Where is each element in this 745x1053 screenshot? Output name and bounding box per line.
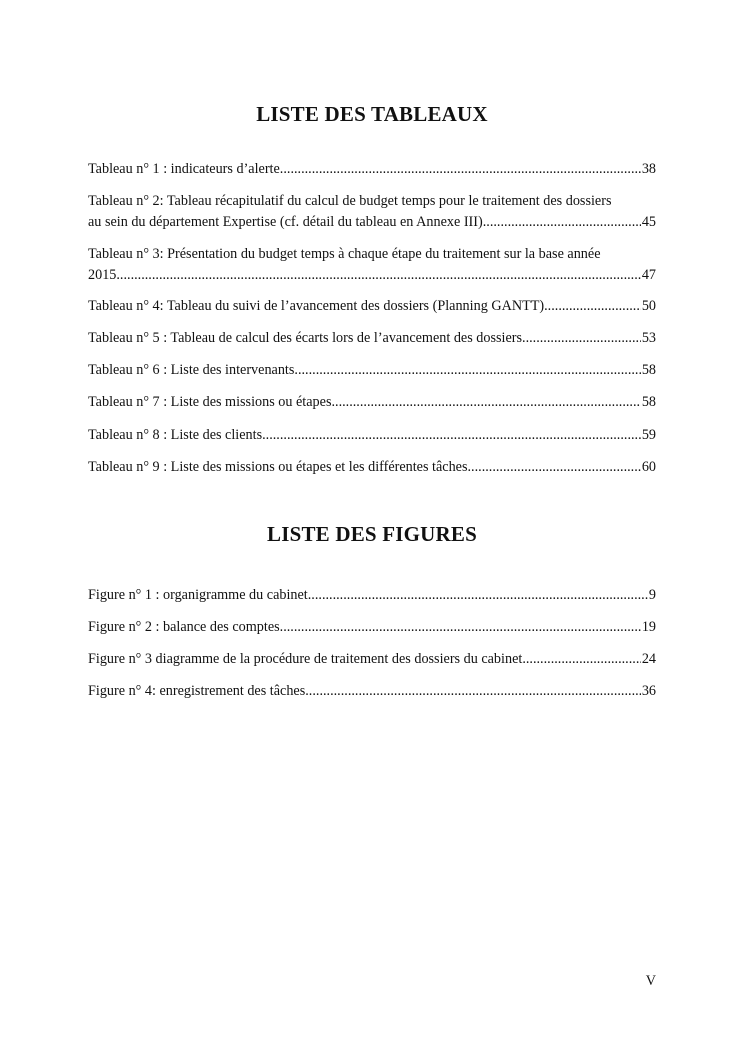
toc-entry-label: 2015: [88, 267, 117, 283]
page-number: V: [645, 973, 656, 989]
figures-list-heading: LISTE DES FIGURES: [267, 522, 477, 546]
toc-entry-page: 38: [641, 161, 656, 177]
dot-leader: [522, 329, 641, 348]
toc-entry-label: Tableau n° 4: Tableau du suivi de l’avancement des dossiers (Planning GANTT): [88, 298, 545, 314]
toc-entry-tableau-2[interactable]: [88, 192, 656, 232]
toc-entry-label: Figure n° 1 : organigramme du cabinet: [88, 587, 308, 603]
toc-entry-page: 24: [641, 651, 656, 667]
dot-leader: [280, 618, 641, 637]
dot-leader: [294, 361, 640, 380]
dot-leader: [522, 650, 641, 669]
toc-entry-label: Tableau n° 9 : Liste des missions ou étapes et les différentes tâches: [88, 459, 468, 475]
toc-entry-page: 59: [641, 427, 656, 443]
toc-entry-page: 60: [641, 459, 656, 475]
toc-entry-page: 9: [648, 587, 656, 603]
toc-entry-page: 45: [641, 214, 656, 230]
toc-entry-page: 36: [641, 683, 656, 699]
toc-entry-label-line1: Tableau n° 2: Tableau récapitulatif du calcul de budget temps pour le traitement des dossiers: [88, 193, 612, 209]
toc-entry-label: Tableau n° 5 : Tableau de calcul des écarts lors de l’avancement des dossiers: [88, 330, 523, 346]
dot-leader: [305, 682, 641, 701]
tables-list-heading: LISTE DES TABLEAUX: [256, 102, 488, 126]
dot-leader: [544, 297, 641, 316]
toc-entry-figure-1[interactable]: [88, 586, 656, 605]
toc-entry-page: 53: [641, 330, 656, 346]
toc-entry-page: 50: [641, 298, 656, 314]
toc-entry-label: Figure n° 3 diagramme de la procédure de traitement des dossiers du cabinet: [88, 651, 523, 667]
toc-entry-label: au sein du département Expertise (cf. détail du tableau en Annexe III): [88, 214, 483, 230]
toc-entry-label-line1: Tableau n° 3: Présentation du budget temps à chaque étape du traitement sur la base année: [88, 246, 601, 262]
toc-entry-label: Tableau n° 6 : Liste des intervenants: [88, 362, 295, 378]
dot-leader: [116, 266, 640, 285]
toc-entry-tableau-1[interactable]: [88, 160, 656, 179]
toc-entry-tableau-5[interactable]: [88, 329, 656, 348]
toc-entry-page: 58: [641, 362, 656, 378]
toc-entry-tableau-6[interactable]: [88, 361, 656, 380]
dot-leader: [468, 458, 641, 477]
toc-entry-page: 47: [641, 267, 656, 283]
dot-leader: [280, 160, 641, 179]
toc-entry-figure-2[interactable]: [88, 618, 656, 637]
toc-entry-figure-3[interactable]: [88, 650, 656, 669]
toc-entry-tableau-8[interactable]: [88, 426, 656, 445]
toc-entry-page: 58: [641, 394, 656, 410]
toc-entry-label: Tableau n° 1 : indicateurs d’alerte: [88, 161, 280, 177]
toc-entry-tableau-9[interactable]: [88, 458, 656, 477]
dot-leader: [308, 586, 648, 605]
toc-entry-page: 19: [641, 619, 656, 635]
toc-entry-label: Tableau n° 8 : Liste des clients: [88, 427, 263, 443]
dot-leader: [483, 213, 641, 232]
dot-leader: [331, 393, 640, 412]
toc-entry-tableau-3[interactable]: [88, 245, 656, 285]
toc-entry-tableau-4[interactable]: [88, 297, 656, 316]
toc-entry-label: Tableau n° 7 : Liste des missions ou étapes: [88, 394, 332, 410]
toc-entry-tableau-7[interactable]: [88, 393, 656, 412]
toc-entry-label: Figure n° 2 : balance des comptes: [88, 619, 280, 635]
dot-leader: [262, 426, 641, 445]
toc-entry-figure-4[interactable]: [88, 682, 656, 701]
toc-entry-label: Figure n° 4: enregistrement des tâches: [88, 683, 306, 699]
